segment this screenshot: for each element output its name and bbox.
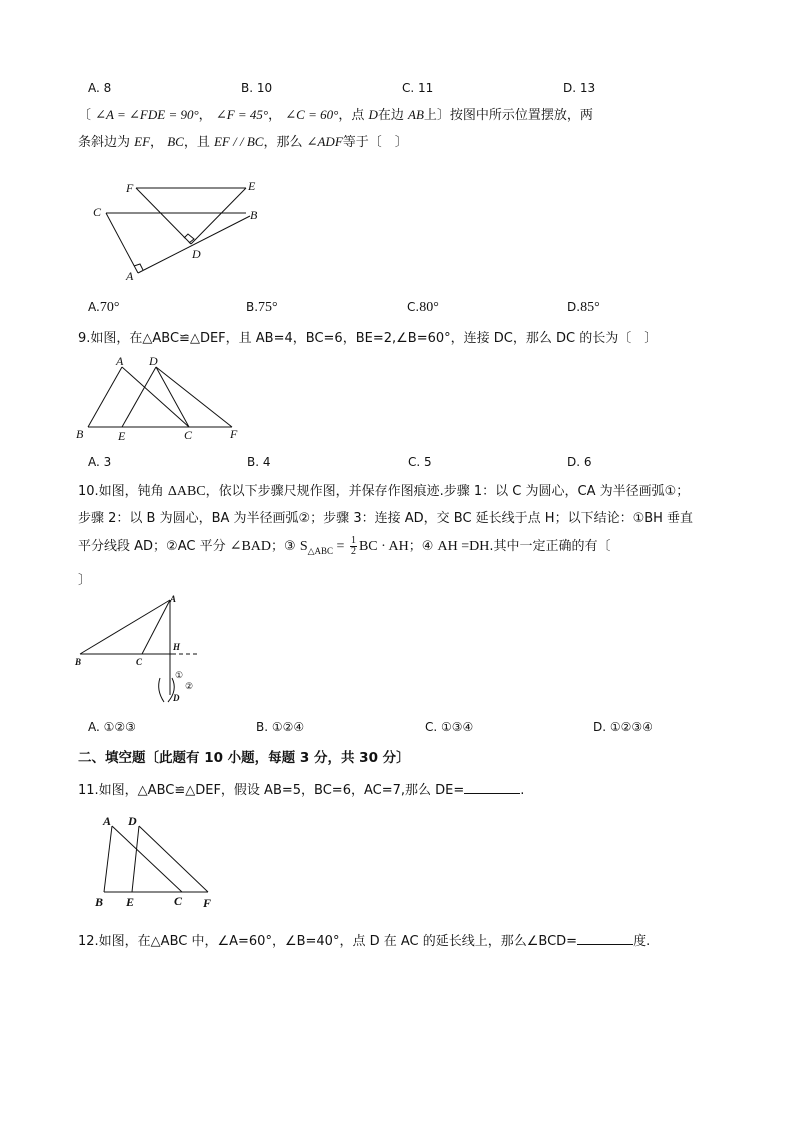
q10-option-a[interactable]: A. ①②③: [88, 720, 136, 734]
q9-option-a[interactable]: A. 3: [88, 455, 112, 469]
label-B: B: [76, 427, 84, 441]
label-A: A: [170, 594, 177, 604]
q8-stem-line1: 〔 ∠A = ∠FDE = 90°， ∠F = 45°， ∠C = 60°，点 D在边 AB上〕按图中所示位置摆放，两: [78, 107, 593, 123]
q9-stem: 9.如图，在△ABC≌△DEF，且 AB=4，BC=6，BE=2,∠B=60°，连接 DC，那么 DC 的长为〔 〕: [78, 331, 658, 346]
label-C: C: [93, 205, 102, 219]
label-C: C: [174, 894, 183, 908]
label-D: D: [192, 247, 201, 261]
label-F: F: [126, 181, 134, 195]
q10-stem-line2: 步骤 2：以 B 为圆心，BA 为半径画弧②；步骤 3：连接 AD，交 BC 延长线于点 H；以下结论：①BH 垂直: [78, 511, 694, 526]
q8-option-b[interactable]: B.75°: [246, 300, 278, 315]
label-E: E: [126, 895, 135, 909]
label-F: F: [203, 896, 212, 910]
label-F: F: [230, 427, 238, 441]
label-C: C: [136, 657, 143, 667]
option-b[interactable]: B. 10: [241, 81, 273, 95]
q10-option-d[interactable]: D. ①②③④: [593, 720, 653, 734]
arc-2-label: ②: [185, 681, 194, 691]
q12-answer-blank[interactable]: [577, 932, 633, 945]
q11-figure: [92, 810, 222, 910]
label-C: C: [184, 428, 193, 442]
label-H: H: [173, 642, 181, 652]
q11-answer-blank[interactable]: [464, 781, 520, 794]
q10-stem-line1: 10.如图，钝角 ΔABC，依以下步骤尺规作图，并保存作图痕迹.步骤 1：以 C 为圆心，CA 为半径画弧①；: [78, 484, 690, 499]
q8-figure: [88, 176, 268, 284]
q8-option-d[interactable]: D.85°: [567, 300, 600, 315]
arc-1-label: ①: [175, 670, 184, 680]
q12-stem: 12.如图，在△ABC 中，∠A=60°，∠B=40°，点 D 在 AC 的延长线上，那么∠BCD= 度.: [78, 934, 651, 949]
q10-figure: [72, 590, 212, 708]
label-A: A: [126, 269, 134, 283]
cond1: ∠A = ∠FDE = 90°: [95, 107, 199, 122]
q9-figure: [72, 352, 252, 446]
label-D: D: [149, 354, 158, 368]
q10-option-c[interactable]: C. ①③④: [425, 720, 474, 734]
label-D: D: [128, 814, 137, 828]
q10-stem-line3: 平分线段 AD；②AC 平分 ∠BAD；③ $S_{\triangle ABC}$ = $\frac{1}{2}$ BC · AH；④ AH =DH.其中一定正确的有〔: [78, 535, 611, 557]
label-B: B: [75, 657, 82, 667]
cond2: ∠F = 45°: [215, 107, 269, 122]
option-a[interactable]: A. 8: [88, 81, 112, 95]
q10-stem-line4: 〕: [78, 573, 92, 588]
label-A: A: [116, 354, 124, 368]
label-A: A: [103, 814, 112, 828]
label-B: B: [95, 895, 104, 909]
q9-option-b[interactable]: B. 4: [247, 455, 271, 469]
option-c[interactable]: C. 11: [402, 81, 434, 95]
q8-stem-line2: 条斜边为 EF， BC，且 EF / / BC，那么 ∠ADF等于〔 〕: [78, 134, 408, 150]
q8-option-a[interactable]: A.70°: [88, 300, 120, 315]
label-D: D: [173, 693, 180, 703]
q9-option-c[interactable]: C. 5: [408, 455, 432, 469]
q8-option-c[interactable]: C.80°: [407, 300, 439, 315]
q10-option-b[interactable]: B. ①②④: [256, 720, 305, 734]
q9-option-d[interactable]: D. 6: [567, 455, 592, 469]
option-d[interactable]: D. 13: [563, 81, 596, 95]
label-B: B: [250, 208, 258, 222]
section-2-title: 二、填空题〔此题有 10 小题，每题 3 分，共 30 分〕: [78, 750, 410, 766]
label-E: E: [118, 429, 126, 443]
q11-stem: 11.如图，△ABC≌△DEF，假设 AB=5，BC=6，AC=7,那么 DE= .: [78, 783, 525, 798]
label-E: E: [248, 179, 256, 193]
cond3: ∠C = 60°: [285, 107, 339, 122]
